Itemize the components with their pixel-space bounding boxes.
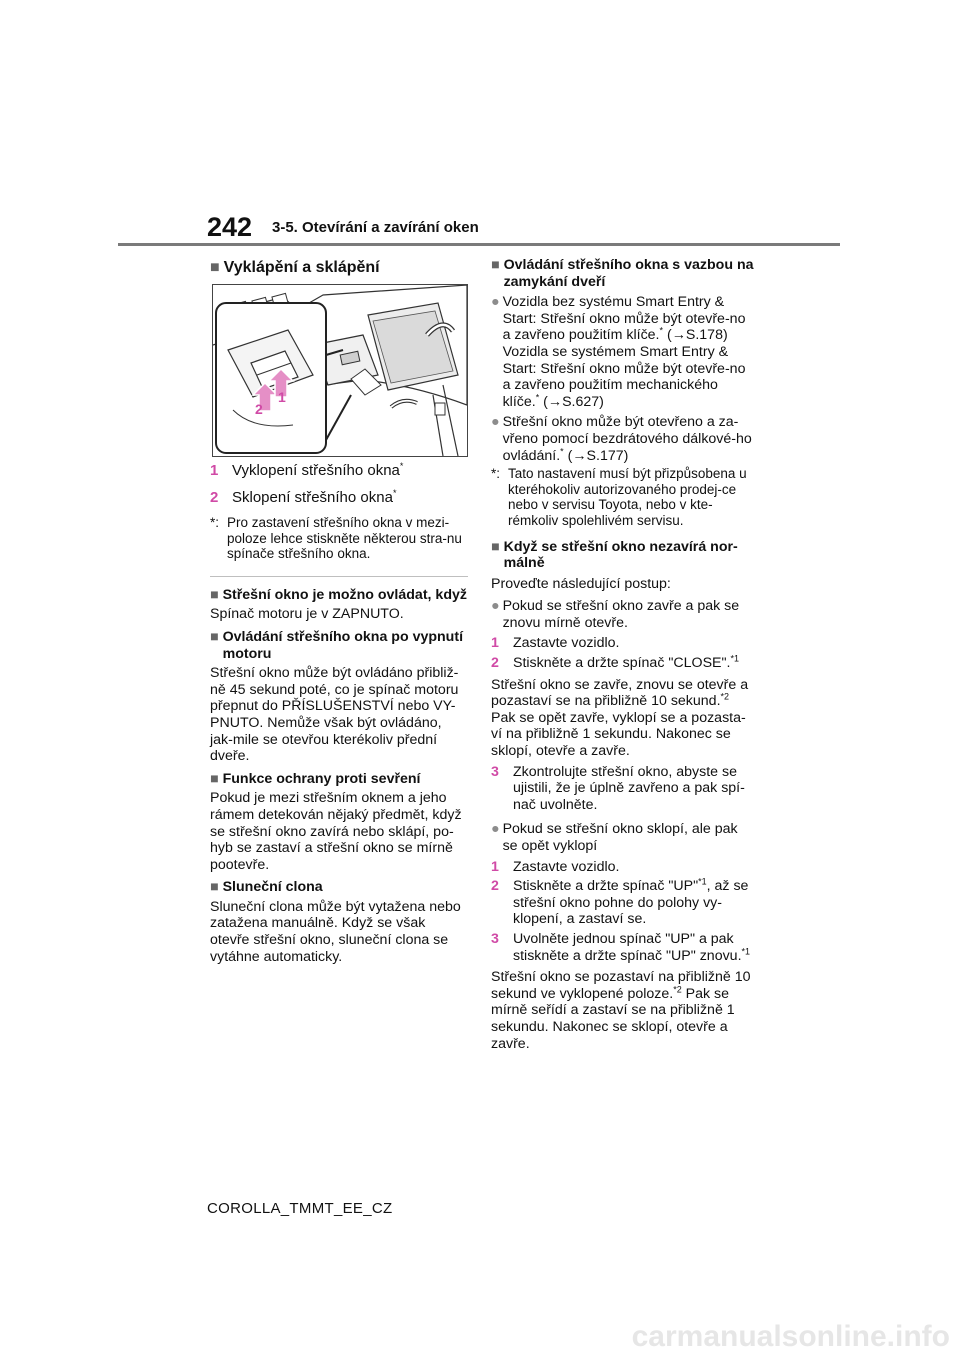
footnote-mark: *2 xyxy=(720,691,730,702)
subheading-text: Ovládání střešního okna s vazbou na zamykání dveří xyxy=(503,257,754,290)
bullet-item xyxy=(491,821,755,854)
subheading-text: Funkce ochrany proti sevření xyxy=(222,770,421,787)
paragraph-text: Pak se opět zavře, vyklopí se a pozasta-ví na přibližně 1 sekundu. Nakonec se sklopí, otevře a zavře. xyxy=(491,709,746,760)
bullet-text: Vozidla se systémem Smart Entry & Start: Střešní okno může být otevře-no a zavřeno použitím mechanického klíče. xyxy=(502,343,746,410)
page-reference: (→S.177) xyxy=(567,447,629,464)
footnote-mark: * xyxy=(659,325,664,336)
step-item xyxy=(491,931,755,964)
step-number: 2 xyxy=(491,655,499,672)
footnote xyxy=(210,515,468,562)
footnote-text: Pro zastavení střešního okna v mezi-poloze lehce stiskněte některou stra-nu spínače střešního okna. xyxy=(227,515,462,562)
footnote-mark: * xyxy=(399,461,404,471)
paragraph-text: Střešní okno se pozastaví na přibližně 10 sekund ve vyklopené poloze. xyxy=(491,969,751,1002)
dot-bullet-icon: ● xyxy=(491,414,500,431)
left-column-text xyxy=(210,462,468,965)
step-text: Zkontrolujte střešní okno, abyste se ujistili, že je úplně zavřeno a pak spí-nač uvolněte. xyxy=(513,763,745,813)
divider xyxy=(210,576,468,577)
bullet-item xyxy=(491,414,755,464)
footnote-mark: *1 xyxy=(730,653,739,664)
left-column xyxy=(210,258,467,277)
subheading xyxy=(210,771,468,788)
footnote-mark: *1 xyxy=(698,876,707,887)
page-number: 242 xyxy=(207,212,253,242)
footnote-mark: * xyxy=(560,445,564,456)
dot-bullet-icon: ● xyxy=(491,598,500,615)
footnote-mark: *1 xyxy=(741,945,751,956)
subheading-text: Ovládání střešního okna po vypnutí motoru xyxy=(222,628,464,662)
step-text: Stiskněte a držte spínač "UP" xyxy=(513,878,699,895)
page-reference: (→S.627) xyxy=(543,393,604,410)
square-bullet-icon: ■ xyxy=(210,628,219,645)
step-item xyxy=(491,635,755,652)
bullet-text: Pokud se střešní okno sklopí, ale pak se opět vyklopí xyxy=(502,821,738,854)
heading-text: Vyklápění a sklápění xyxy=(223,259,380,276)
step-text: Stiskněte a držte spínač "CLOSE". xyxy=(513,655,731,672)
step-text: Zastavte vozidlo. xyxy=(513,635,620,652)
subheading xyxy=(210,587,468,604)
step-item xyxy=(491,764,755,814)
subheading xyxy=(210,879,468,896)
dot-bullet-icon: ● xyxy=(491,821,500,838)
dot-bullet-icon: ● xyxy=(491,294,500,311)
footnote-mark: *2 xyxy=(673,984,682,995)
step-item xyxy=(491,859,755,876)
paragraph: Proveďte následující postup: xyxy=(491,575,671,592)
subheading xyxy=(491,257,755,290)
page-reference: (→S.178) xyxy=(666,327,728,344)
caption-number: 1 xyxy=(210,462,219,479)
paragraph-text: Pak se mírně seřídí a zastaví se na přibližně 1 sekundu. Nakonec se sklopí, otevře a zavře. xyxy=(491,985,735,1052)
sunroof-switch-figure xyxy=(212,284,468,457)
paragraph: Pokud je mezi střešním oknem a jeho rámem detekován nějaký předmět, když se střešní okno zavírá nebo sklápí, po-hyb se zastaví a střešní okno se mírně pootevře. xyxy=(210,790,462,873)
caption-text: Vyklopení střešního okna xyxy=(232,462,400,479)
caption-1 xyxy=(210,462,468,480)
step-text: Zastavte vozidlo. xyxy=(513,858,620,875)
step-text: , až se střešní okno pohne do polohy vy-klopení, a zastaví se. xyxy=(513,878,749,928)
step-number: 3 xyxy=(491,763,499,780)
square-bullet-icon: ■ xyxy=(210,879,219,896)
footnote-marker: *: xyxy=(491,466,501,482)
paragraph xyxy=(491,969,755,1052)
step-number: 1 xyxy=(491,635,499,652)
paragraph: Sluneční clona může být vytažena nebo zatažena manuálně. Když se však otevře střešní okno, sluneční clona se vytáhne automaticky. xyxy=(210,898,461,965)
caption-2 xyxy=(210,489,468,507)
square-bullet-icon: ■ xyxy=(210,770,219,787)
caption-text: Sklopení střešního okna xyxy=(232,489,393,506)
heading-tilt xyxy=(210,258,467,277)
right-column xyxy=(491,257,755,1052)
subheading xyxy=(210,629,468,662)
footnote-marker: *: xyxy=(210,515,220,530)
footer-model-code: COROLLA_TMMT_EE_CZ xyxy=(207,1200,393,1217)
subheading-text: Sluneční clona xyxy=(222,879,323,896)
footnote xyxy=(491,466,755,528)
paragraph: Spínač motoru je v ZAPNUTO. xyxy=(210,606,404,623)
square-bullet-icon: ■ xyxy=(210,259,220,276)
bullet-item xyxy=(491,294,755,410)
watermark-text: carmanualsonline.info xyxy=(631,1320,950,1353)
subheading-text: Když se střešní okno nezavírá nor-málně xyxy=(503,538,738,572)
callout-1: 1 xyxy=(278,389,286,405)
header-rule xyxy=(118,243,840,246)
step-number: 2 xyxy=(491,878,499,895)
step-number: 3 xyxy=(491,930,499,947)
square-bullet-icon: ■ xyxy=(210,586,219,603)
bullet-text: Pokud se střešní okno zavře a pak se znovu mírně otevře. xyxy=(502,598,740,631)
paragraph xyxy=(491,677,755,760)
step-number: 1 xyxy=(491,858,499,875)
subheading xyxy=(491,539,755,572)
caption-number: 2 xyxy=(210,489,219,506)
subheading-text: Střešní okno je možno ovládat, když xyxy=(222,586,467,603)
section-title: 3-5. Otevírání a zavírání oken xyxy=(272,219,479,236)
bullet-text: Střešní okno může být otevřeno a za-vřeno pomocí bezdrátového dálkové-ho ovládání. xyxy=(502,414,752,464)
watermark xyxy=(580,1310,960,1358)
step-text: Uvolněte jednou spínač "UP" a pak stiskněte a držte spínač "UP" znovu. xyxy=(513,930,742,964)
step-item xyxy=(491,655,755,672)
bullet-item xyxy=(491,598,755,631)
callout-2: 2 xyxy=(255,401,263,417)
footnote-mark: * xyxy=(535,392,540,403)
square-bullet-icon: ■ xyxy=(491,257,500,273)
footnote-text: Tato nastavení musí být přizpůsobena u kteréhokoliv autorizovaného prodej-ce nebo v servisu Toyota, nebo v kte-rémkoliv spolehlivém servisu. xyxy=(508,466,747,528)
sunroof-illustration xyxy=(213,285,467,456)
paragraph-text: Střešní okno se zavře, znovu se otevře a pozastaví se na přibližně 10 sekund. xyxy=(491,676,749,710)
footnote-mark: * xyxy=(392,488,397,498)
square-bullet-icon: ■ xyxy=(491,538,500,555)
paragraph: Střešní okno může být ovládáno přibliž-ně 45 sekund poté, co je spínač motoru přepnut do PŘÍSLUŠENSTVÍ nebo VY-PNUTO. Nemůže však být ovládáno, jak-mile se otevřou kterékoliv přední dveře. xyxy=(210,665,459,765)
step-item xyxy=(491,878,755,928)
bullet-text: Vozidla bez systému Smart Entry & Start: Střešní okno může být otevře-no a zavřeno použitím klíče. xyxy=(502,294,746,344)
